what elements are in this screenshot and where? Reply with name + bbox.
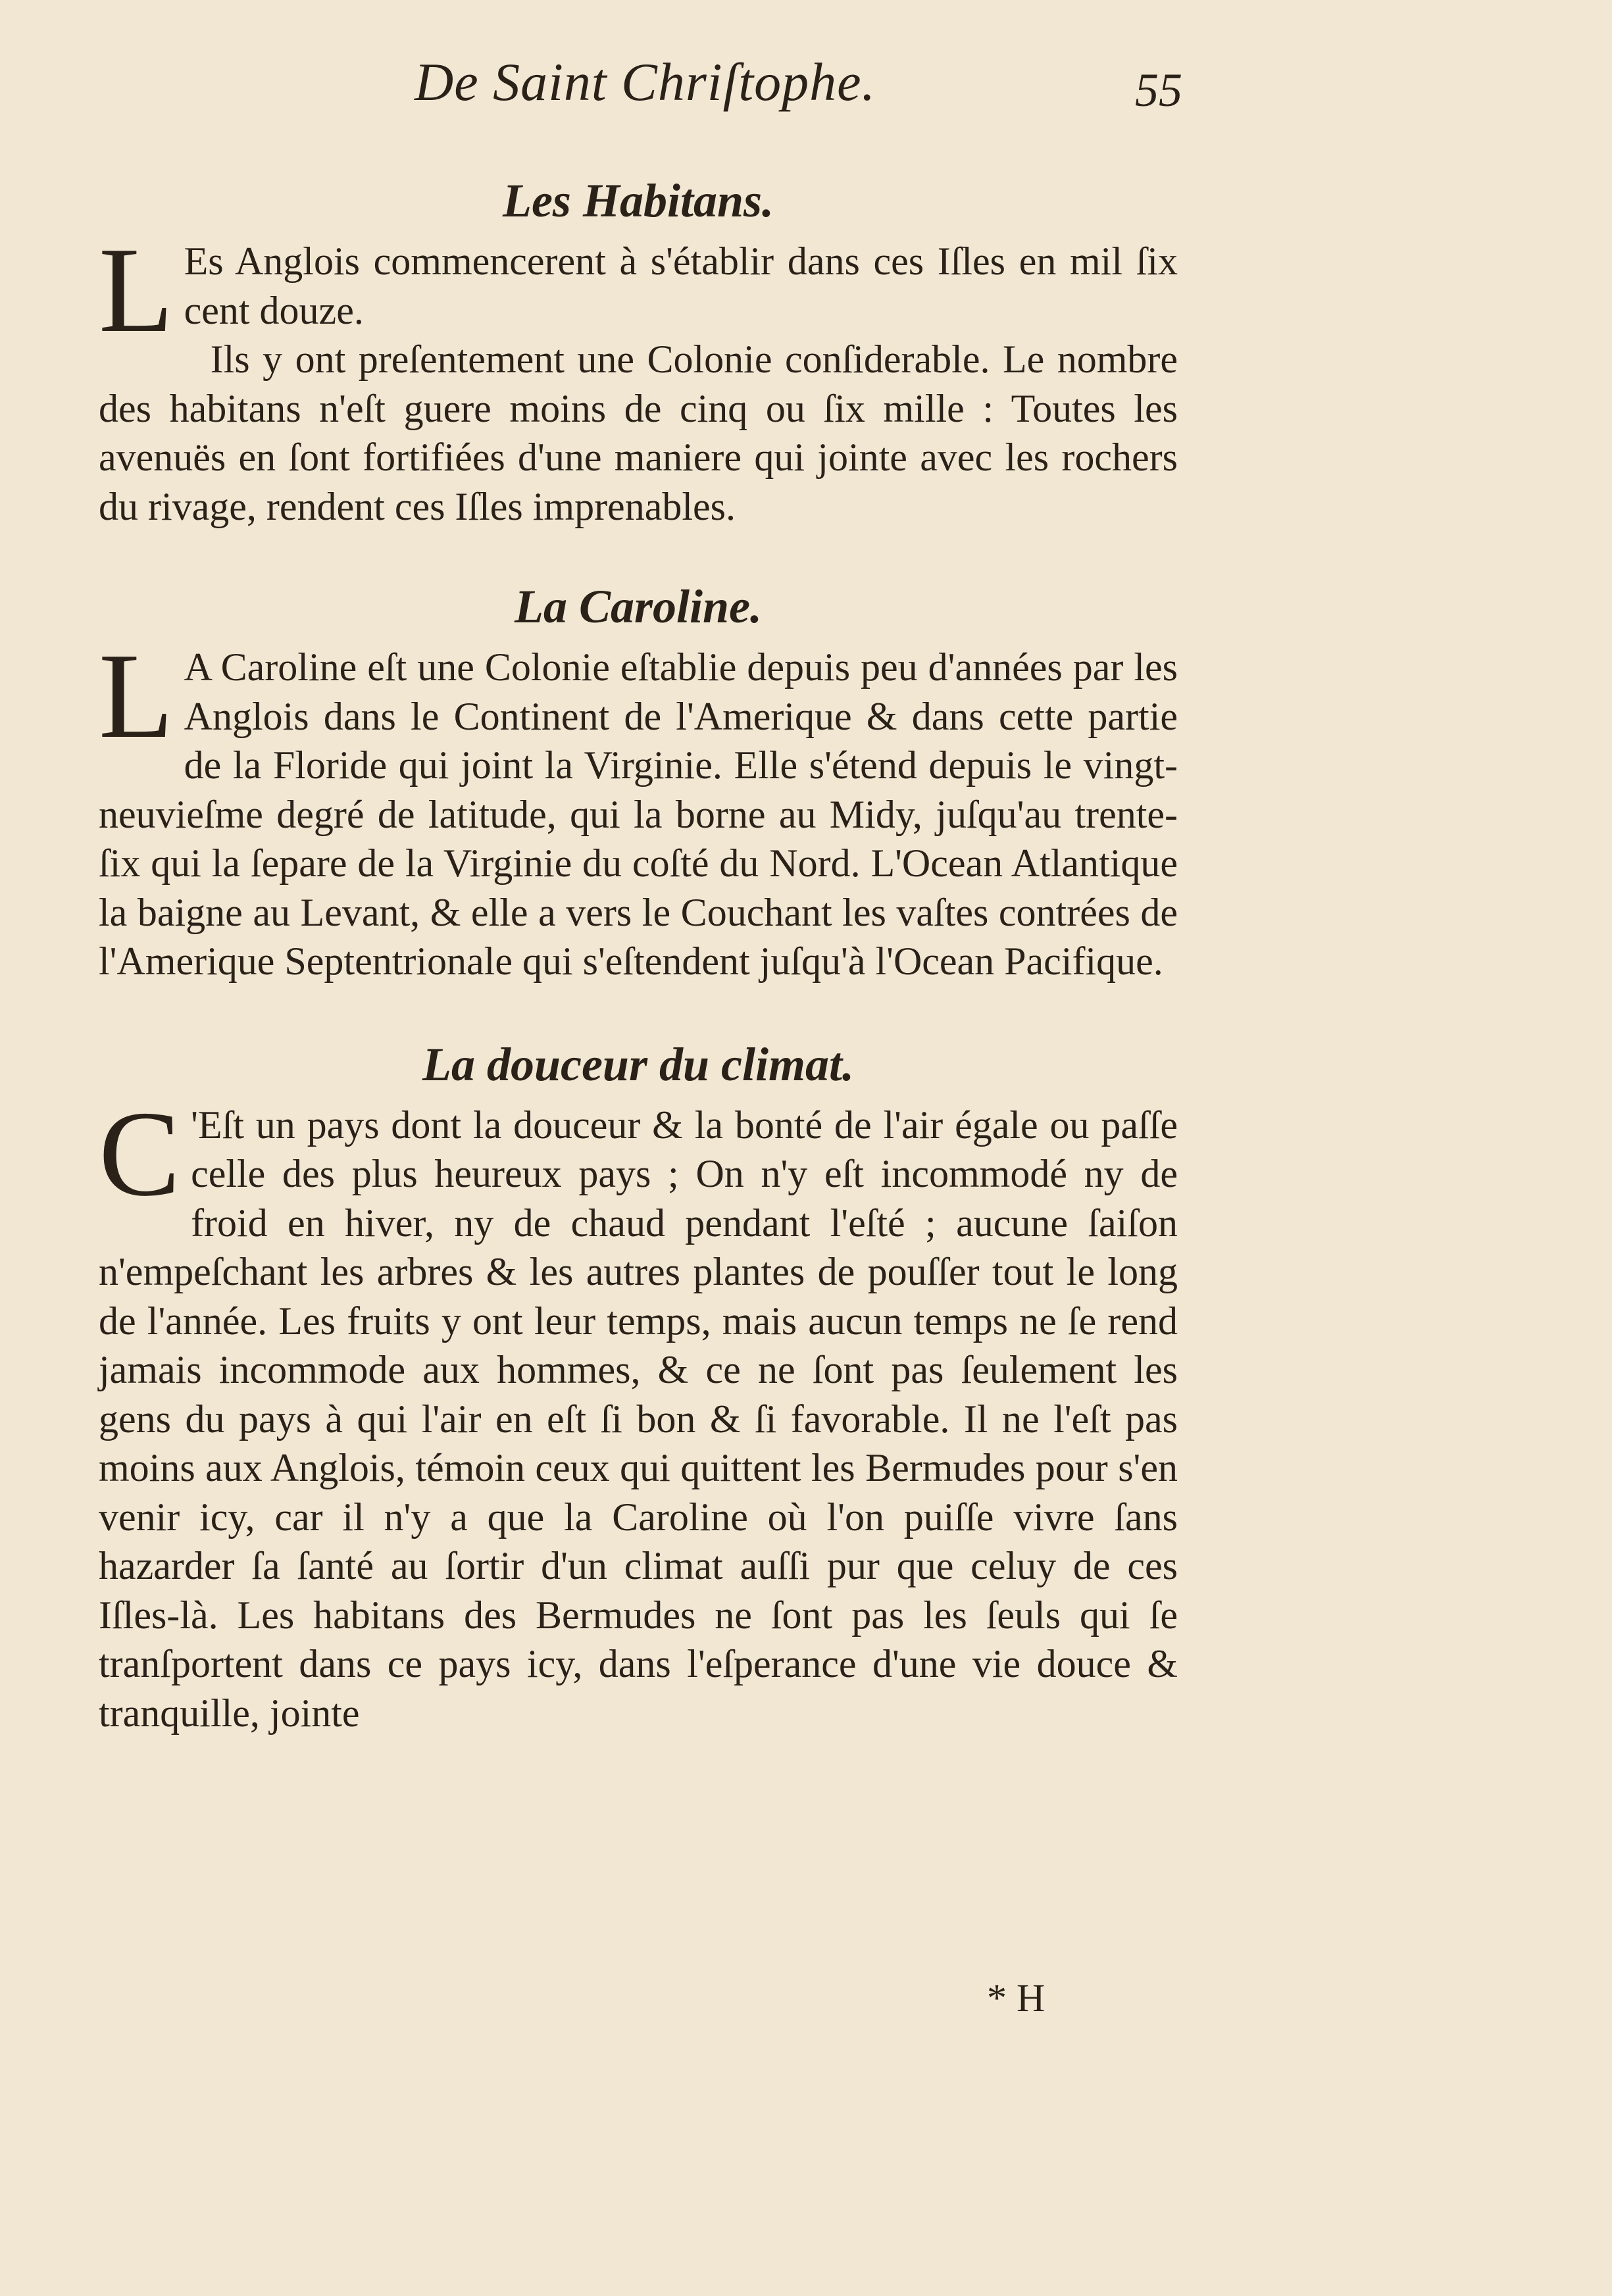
page-number: 55	[1135, 64, 1182, 116]
section-heading: Les Habitans.	[502, 174, 774, 227]
paragraph: Ils y ont preſentement une Colonie conſiderable. Le nombre des habitans n'eſt guere moins de cinq ou ſix mille : Toutes les avenuës en ſont fortifiées d'une maniere qui jointe avec les rochers du rivage, rendent ces Iſles imprenables.	[99, 337, 1178, 528]
paragraph-text: A Caroline eſt une Colonie eſtablie depuis peu d'années par les Anglois dans le Continent de l'Amerique & dans cette partie de la Floride qui joint la Virginie. Elle s'étend depuis le vingt-neuvieſme degré de latitude, qui la borne au Midy, juſqu'au trente-ſix qui la ſepare de la Virginie du coſté du Nord. L'Ocean Atlantique la baigne au Levant, & elle a vers le Couchant les vaſtes contrées de l'Amerique Septentrionale qui s'eſtendent juſqu'à l'Ocean Pacifique.	[99, 645, 1178, 983]
paragraph	[99, 628, 1178, 986]
paragraph	[99, 1086, 1178, 1738]
paragraph-text: Es Anglois commencerent à s'établir dans ces Iſles en mil ſix cent douze.	[184, 239, 1178, 332]
section-heading: La douceur du climat.	[422, 1037, 854, 1091]
page-header	[0, 46, 1612, 118]
page-body	[99, 138, 1178, 1737]
paragraph	[99, 222, 1178, 358]
drop-cap: C	[99, 1086, 181, 1222]
drop-cap: L	[99, 222, 174, 358]
section-la-douceur-du-climat	[99, 1028, 1178, 1738]
paragraph-text: 'Eſt un pays dont la douceur & la bonté de l'air égale ou paſſe celle des plus heureux pays ; On n'y eſt incommodé ny de froid en hiver, ny de chaud pendant l'eſté ; aucune ſaiſon n'empeſchant les arbres & les autres plantes de pouſſer tout le long de l'année. Les fruits y ont leur temps, mais aucun temps ne ſe rend jamais incommode aux hommes, & ce ne ſont pas ſeulement les gens du pays à qui l'air en eſt ſi bon & ſi favorable. Il ne l'eſt pas moins aux Anglois, témoin ceux qui quittent les Bermudes pour s'en venir icy, car il n'y a que la Caroline où l'on puiſſe vivre ſans hazarder ſa ſanté au ſortir d'un climat auſſi pur que celuy de ces Iſles-là. Les habitans des Bermudes ne ſont pas les ſeuls qui ſe tranſportent dans ce pays icy, dans l'eſperance d'une vie douce & tranquille, jointe	[99, 1103, 1178, 1735]
section-les-habitans	[99, 164, 1178, 531]
section-la-caroline	[99, 570, 1178, 986]
running-title: De Saint Chriſtophe.	[415, 52, 876, 112]
section-heading: La Caroline.	[514, 580, 763, 633]
catchword: * H	[987, 1976, 1045, 2020]
drop-cap: L	[99, 628, 174, 764]
